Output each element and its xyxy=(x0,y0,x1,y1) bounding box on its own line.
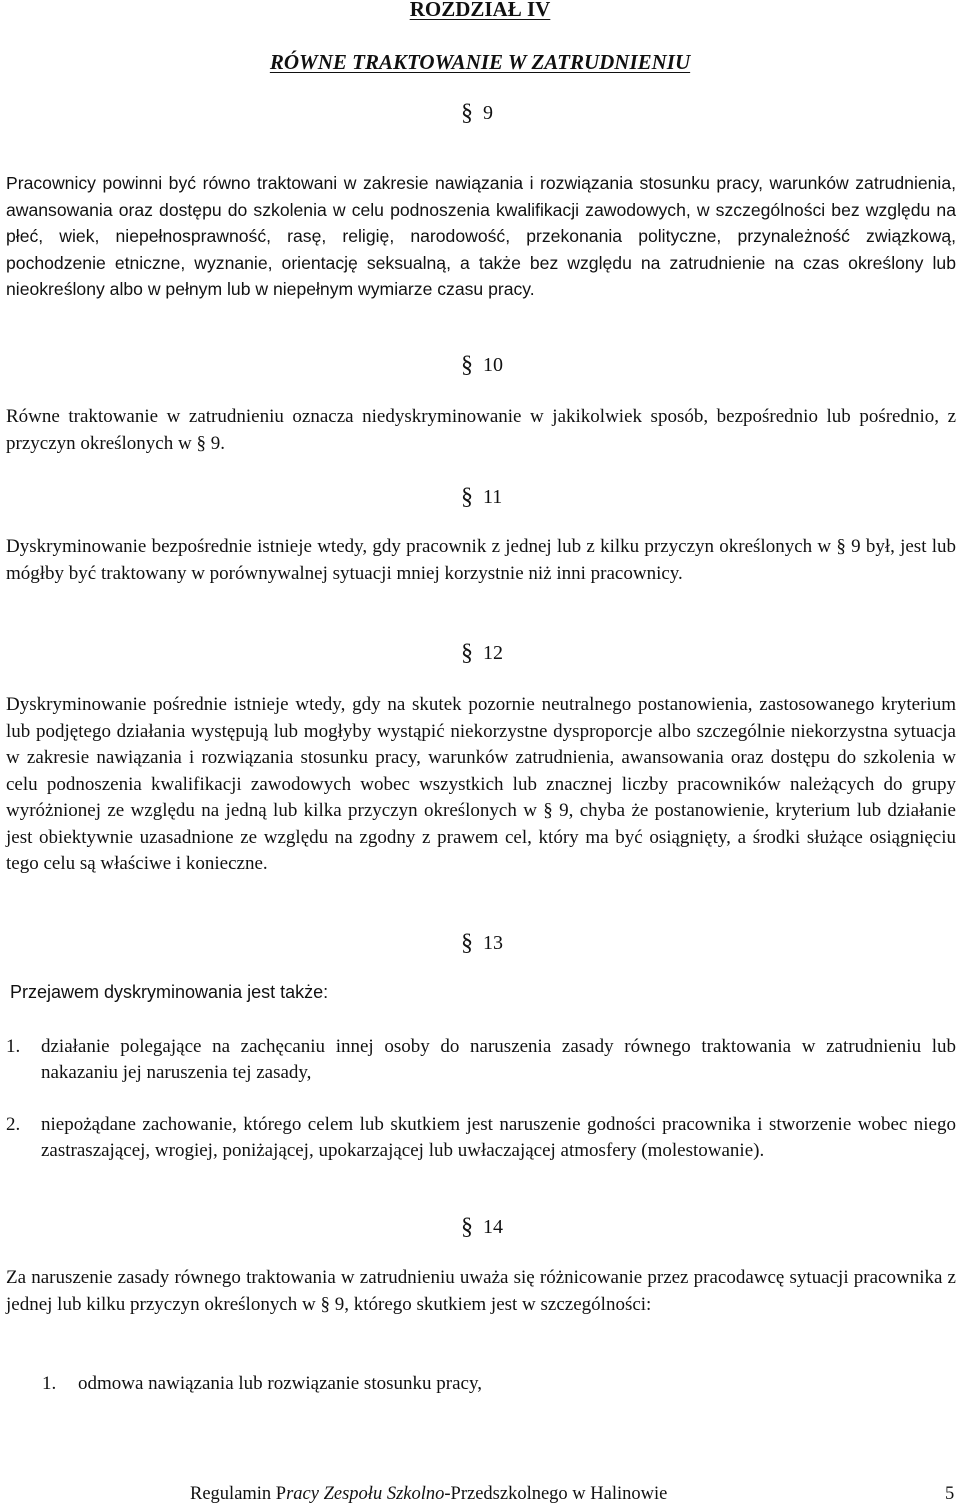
page-number: 5 xyxy=(945,1484,955,1504)
section-number: 10 xyxy=(483,354,503,376)
section-10-text: Równe traktowanie w zatrudnieniu oznacza niedyskryminowanie w jakikolwiek sposób, bezpośrednio lub pośrednio, z przyczyn określonych w § 9. xyxy=(6,406,956,454)
list-item xyxy=(42,1371,942,1397)
list-item-number: 2. xyxy=(6,1114,21,1135)
section-12-text: Dyskryminowanie pośrednie istnieje wtedy, gdy na skutek pozornie neutralnego postanowienia, zastosowanego kryterium lub podjętego działania występują lub mogłyby wystąpić niekorzystne dysproporcje albo szczególnie niekorzystna sytuacja w zakresie nawiązania i rozwiązania stosunku pracy, warunków zatrudnienia, awansowania oraz dostępu do szkolenia w celu podnoszenia kwalifikacji zawodowych wobec wszystkich lub znacznej liczby pracowników należących do grupy wyróżnionej ze względu na jedną lub kilka przyczyn określonych w § 9, chyba że postanowienie, kryterium lub działanie jest obiektywnie uzasadnione ze względu na zgodny z prawem cel, który ma być osiągnięty, a środki służące osiągnięciu tego celu są właściwe i konieczne. xyxy=(6,694,956,874)
section-number: 13 xyxy=(483,932,503,954)
section-number: 14 xyxy=(483,1216,503,1238)
footer-text-part1: Regulamin P xyxy=(190,1484,287,1504)
list-item xyxy=(6,1034,956,1086)
chapter-title: RÓWNE TRAKTOWANIE W ZATRUDNIENIU xyxy=(269,50,691,74)
section-11-heading xyxy=(461,484,502,511)
section-sign: § xyxy=(461,352,473,378)
section-13-heading xyxy=(461,930,503,957)
footer-text-part2: racy Zespołu Szkolno xyxy=(286,1484,445,1504)
list-item xyxy=(6,1112,956,1164)
list-item-text: działanie polegające na zachęcaniu innej osoby do naruszenia zasady równego traktowania w zatrudnieniu lub nakazaniu jej naruszenia tej zasady, xyxy=(41,1036,956,1083)
list-item-text: odmowa nawiązania lub rozwiązanie stosunku pracy, xyxy=(78,1373,482,1394)
section-sign: § xyxy=(461,930,473,956)
list-item-text: niepożądane zachowanie, którego celem lub skutkiem jest naruszenie godności pracownika i stworzenie wobec niego zastraszającej, wrogiej, poniżającej, upokarzającej lub uwłaczającej atmosfery (molestowanie). xyxy=(41,1114,956,1161)
section-13-intro: Przejawem dyskryminowania jest także: xyxy=(10,982,329,1002)
footer-text-part3: -Przedszkolnego w Halinowie xyxy=(444,1484,668,1504)
section-sign: § xyxy=(461,484,473,510)
chapter-label: ROZDZIAŁ IV xyxy=(409,0,551,21)
section-number: 12 xyxy=(483,642,503,664)
section-12-heading xyxy=(461,640,503,667)
section-10-heading xyxy=(461,352,503,379)
list-item-number: 1. xyxy=(6,1036,21,1057)
section-sign: § xyxy=(461,100,473,126)
section-14-text: Za naruszenie zasady równego traktowania w zatrudnieniu uważa się różnicowanie przez pracodawcę sytuacji pracownika z jednej lub kilku przyczyn określonych w § 9, którego skutkiem jest w szczególności: xyxy=(6,1267,956,1315)
list-item-number: 1. xyxy=(42,1373,57,1394)
section-sign: § xyxy=(461,1214,473,1240)
section-14-heading xyxy=(461,1214,503,1241)
section-9-text: Pracownicy powinni być równo traktowani w zakresie nawiązania i rozwiązania stosunku pracy, warunków zatrudnienia, awansowania oraz dostępu do szkolenia w celu podnoszenia kwalifikacji zawodowych, w szczególności bez względu na płeć, wiek, niepełnosprawność, rasę, religię, narodowość, przekonania polityczne, przynależność związkową, pochodzenie etniczne, wyznanie, orientację seksualną, a także bez względu na zatrudnienie na czas określony lub nieokreślony albo w pełnym lub w niepełnym wymiarze czasu pracy. xyxy=(6,173,956,299)
section-number: 9 xyxy=(483,102,493,124)
section-11-text: Dyskryminowanie bezpośrednie istnieje wtedy, gdy pracownik z jednej lub z kilku przyczyn określonych w § 9 był, jest lub mógłby być traktowany w porównywalnej sytuacji mniej korzystnie niż inni pracownicy. xyxy=(6,536,956,584)
page-footer xyxy=(190,1484,667,1505)
section-9-heading xyxy=(461,100,493,127)
section-sign: § xyxy=(461,640,473,666)
section-number: 11 xyxy=(483,486,503,508)
